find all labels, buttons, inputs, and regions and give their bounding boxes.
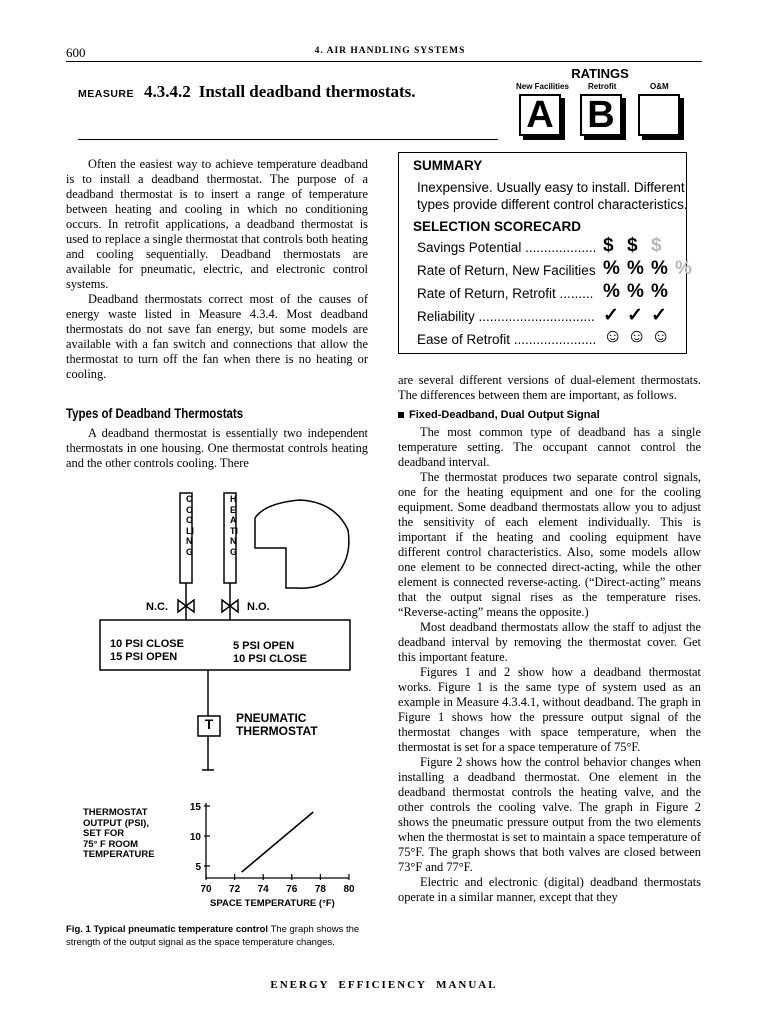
y-tick-label: 15 <box>189 802 201 813</box>
scorecard-heading: SELECTION SCORECARD <box>413 219 582 234</box>
caption-text: The graph shows the strength of the output signal as the space temperature changes. <box>66 924 360 948</box>
chart-ylabel <box>83 808 155 861</box>
percent-icon: % <box>603 258 620 279</box>
chart-ylabel-line: 75° F ROOM <box>83 838 139 850</box>
x-tick-label: 74 <box>257 884 269 895</box>
thermostat-symbol: T <box>204 716 214 732</box>
percent-icon: % <box>675 258 692 279</box>
chart-ylabel-line: SET FOR <box>83 828 125 839</box>
summary-line-1: Inexpensive. Usually easy to install. Different <box>417 180 685 195</box>
checkmark-icon: ✓ <box>603 305 619 326</box>
rating-retrofit: B <box>580 94 622 136</box>
checkmark-icon: ✓ <box>627 305 643 326</box>
left-column-intro <box>66 157 368 382</box>
dollar-icon: $ <box>603 235 614 256</box>
paragraph: Often the easiest way to achieve temperature deadband is to install a deadband thermostat. The purpose of a deadband thermostat is to insert a range of temperature between heating and cooling in which no conditioning occurs. In retrofit applications, a deadband thermostat is used to replace a single thermostat that controls both heating and cooling sequentially. Deadband thermostats are available for pneumatic, electric, and electronic control systems. <box>66 157 368 291</box>
chart-xlabel: SPACE TEMPERATURE (°F) <box>210 898 335 909</box>
y-tick-label: 10 <box>189 832 201 843</box>
footer: ENERGY EFFICIENCY MANUAL <box>270 979 498 991</box>
paragraph: Figure 2 shows how the control behavior changes when installing a deadband thermostat. One element in the deadband thermostat controls the heating valve, and the other controls the cooling valve. The graph in Figure 2 shows the pneumatic pressure output from the two elements when the thermostat is set to maintain a space temperature of 75°F. The graph shows that both valves are closed between 73°F and 77°F. <box>398 755 701 874</box>
smiley-icon: ☺ <box>627 326 647 347</box>
caption-title: Fig. 1 Typical pneumatic temperature control <box>66 924 269 935</box>
paragraph: A deadband thermostat is essentially two independent thermostats in one housing. One thermostat controls heating and the other controls cooling. There <box>66 426 368 470</box>
x-tick-label: 72 <box>229 884 241 895</box>
summary-box <box>398 152 692 354</box>
scorecard-label: Reliability ............................... <box>417 309 595 324</box>
heating-spec-2: 10 PSI CLOSE <box>233 653 307 665</box>
cooling-spec-1: 10 PSI CLOSE <box>110 638 184 650</box>
measure-label: MEASURE <box>78 88 135 100</box>
bullet-heading-text: Fixed-Deadband, Dual Output Signal <box>409 409 600 421</box>
paragraph: Figures 1 and 2 show how a deadband thermostat works. Figure 1 is the same type of system used as an example in Measure 4.3.4.1, without deadband. The graph in Figure 1 shows how the pressure output signal of the thermostat changes with space temperature, when the thermostat is set for a space temperature of 75°F. <box>398 665 701 754</box>
x-tick-label: 80 <box>343 884 355 895</box>
heating-label: HEATING <box>230 494 238 557</box>
running-title: 4. AIR HANDLING SYSTEMS <box>314 46 466 56</box>
output-signal-chart <box>170 795 370 913</box>
ratings-col-retrofit: Retrofit <box>588 82 617 91</box>
percent-icon: % <box>627 281 644 302</box>
heating-spec-1: 5 PSI OPEN <box>233 640 295 652</box>
ratings-col-new-facilities: New Facilities <box>516 82 569 91</box>
paragraph: Deadband thermostats correct most of the causes of energy waste listed in Measure 4.3.4. Most deadband thermostats do not save fan energy, but some models are available with a fan switch and connections that allow the thermostat to turn off the fan when there is no heating or cooling. <box>66 292 368 381</box>
ratings-col-om: O&M <box>650 82 669 91</box>
paragraph: The thermostat produces two separate control signals, one for the heating equipment and one for the cooling equipment. Some deadband thermostats allow you to adjust the sensitivity of each element individually. This is important if the heating and cooling equipment have different control characteristics. Also, some models allow one element to be connected direct-acting, while the other element is connected reverse-acting. (“Direct-acting” means that the output signal rises as the temperature rises. “Reverse-acting” means the opposite.) <box>398 470 701 619</box>
left-column-types <box>66 426 368 471</box>
scorecard-label: Ease of Retrofit ...................... <box>417 332 597 347</box>
percent-icon: % <box>627 258 644 279</box>
nc-label: N.C. <box>146 601 168 613</box>
bullet-icon <box>398 412 404 418</box>
x-tick-label: 78 <box>314 884 326 895</box>
page-number: 600 <box>66 45 86 60</box>
paragraph: The most common type of deadband has a single temperature setting. The occupant cannot control the deadband interval. <box>398 425 701 469</box>
chart-ylabel-line: OUTPUT (PSI), <box>83 817 149 829</box>
scorecard-label: Savings Potential ................... <box>417 240 597 255</box>
paragraph: are several different versions of dual-element thermostats. The differences between them are important, as follows. <box>398 373 701 402</box>
title-rule <box>78 139 498 140</box>
chart-ylabel-line: TEMPERATURE <box>83 849 155 860</box>
smiley-icon: ☺ <box>603 326 623 347</box>
thermostat-label-1: PNEUMATIC <box>236 711 307 725</box>
scorecard-row-reliability <box>417 305 687 326</box>
smiley-icon: ☺ <box>651 326 671 347</box>
y-tick-label: 5 <box>195 862 201 873</box>
measure-title <box>78 82 416 102</box>
right-column <box>398 373 701 905</box>
figure-caption <box>66 924 371 949</box>
scorecard-row-ror-new <box>417 258 692 279</box>
scorecard-label: Rate of Return, New Facilities <box>417 263 596 278</box>
cooling-label: COOLING <box>186 494 194 557</box>
measure-heading: Install deadband thermostats. <box>198 82 416 101</box>
percent-icon: % <box>651 258 668 279</box>
percent-icon: % <box>603 281 620 302</box>
scorecard-row-ease <box>417 326 687 347</box>
section-heading: Types of Deadband Thermostats <box>66 405 244 421</box>
paragraph: Electric and electronic (digital) deadband thermostats operate in a similar manner, except that they <box>398 875 701 904</box>
dollar-icon: $ <box>627 235 638 256</box>
checkmark-icon: ✓ <box>651 305 667 326</box>
rating-new-facilities: A <box>519 94 561 136</box>
paragraph: Most deadband thermostats allow the staff to adjust the deadband interval by removing the thermostat cover. Get this important feature. <box>398 620 701 664</box>
cooling-spec-2: 15 PSI OPEN <box>110 651 178 663</box>
x-tick-label: 70 <box>200 884 212 895</box>
measure-number: 4.3.4.2 <box>144 82 191 101</box>
ratings-title: RATINGS <box>571 66 629 81</box>
summary-heading: SUMMARY <box>413 158 483 173</box>
no-label: N.O. <box>247 601 270 613</box>
percent-icon: % <box>651 281 668 302</box>
dollar-icon: $ <box>651 235 662 256</box>
scorecard-row-ror-retrofit <box>417 281 687 302</box>
chart-ylabel-line: THERMOSTAT <box>83 807 148 818</box>
series-line-output <box>242 812 314 872</box>
thermostat-label-2: THERMOSTAT <box>236 724 318 738</box>
rating-om <box>638 94 680 136</box>
x-tick-label: 76 <box>286 884 298 895</box>
header-rule <box>66 61 702 62</box>
scorecard-row-savings <box>417 235 687 256</box>
scorecard-label: Rate of Return, Retrofit ......... <box>417 286 594 301</box>
fan-icon <box>255 500 349 588</box>
bullet-heading <box>398 408 701 423</box>
summary-line-2: types provide different control characteristics. <box>417 197 688 212</box>
